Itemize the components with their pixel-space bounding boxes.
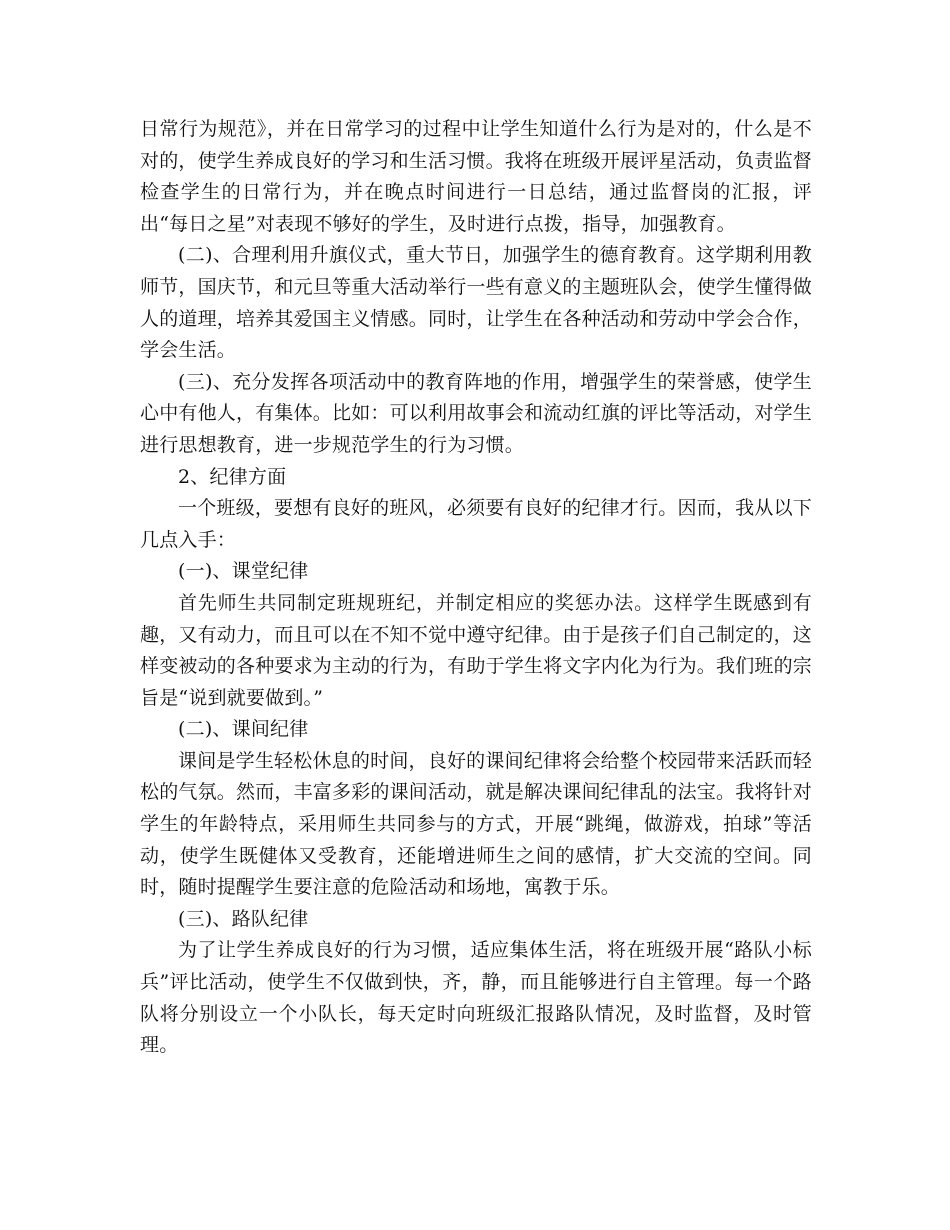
paragraph-continued-daily-norms: 日常行为规范》，并在日常学习的过程中让学生知道什么行为是对的，什么是不对的，使学生养成良好的学习和生活习惯。我将在班级开展评星活动，负责监督检查学生的日常行为，并在晚点时间进行一日总结，通过监督岗的汇报，评出“每日之星”对表现不够好的学生，及时进行点拨，指导，加强教育。 [140, 118, 813, 235]
paragraph-queue-discipline: 为了让学生养成良好的行为习惯，适应集体生活，将在班级开展“路队小标兵”评比活动，使学生不仅做到快，齐，静，而且能够进行自主管理。每一个路队将分别设立一个小队长，每天定时向班级汇报路队情况，及时监督，及时管理。 [140, 939, 812, 1057]
subheading-classroom-discipline: (一)、课堂纪律 [178, 560, 309, 583]
subheading-break-discipline: (二)、课间纪律 [178, 718, 309, 741]
paragraph-discipline-intro: 一个班级，要想有良好的班风，必须要有良好的纪律才行。因而，我从以下几点入手： [140, 497, 812, 551]
paragraph-break-discipline: 课间是学生轻松休息的时间，良好的课间纪律将会给整个校园带来活跃而轻松的气氛。然而，丰富多彩的课间活动，就是解决课间纪律乱的法宝。我将针对学生的年龄特点，采用师生共同参与的方式，开展“跳绳，做游戏，拍球”等活动，使学生既健体又受教育，还能增进师生之间的感情，扩大交流的空间。同时，随时提醒学生要注意的危险活动和场地，寓教于乐。 [140, 749, 813, 899]
document-body [140, 114, 812, 1062]
section-heading-discipline: 2、纪律方面 [178, 465, 287, 488]
paragraph-activity-positions: (三)、充分发挥各项活动中的教育阵地的作用，增强学生的荣誉感，使学生心中有他人，有集体。比如：可以利用故事会和流动红旗的评比等活动，对学生进行思想教育，进一步规范学生的行为习惯。 [140, 370, 813, 456]
paragraph-classroom-discipline: 首先师生共同制定班规班纪，并制定相应的奖惩办法。这样学生既感到有趣，又有动力，而且可以在不知不觉中遵守纪律。由于是孩子们自己制定的，这样变被动的各种要求为主动的行为，有助于学生将文字内化为行为。我们班的宗旨是“说到就要做到。” [140, 591, 813, 709]
paragraph-flag-ceremony: (二)、合理利用升旗仪式，重大节日，加强学生的德育教育。这学期利用教师节，国庆节，和元旦等重大活动举行一些有意义的主题班队会，使学生懂得做人的道理，培养其爱国主义情感。同时，让学生在各种活动和劳动中学会合作，学会生活。 [140, 244, 813, 362]
subheading-queue-discipline: (三)、路队纪律 [178, 907, 309, 930]
